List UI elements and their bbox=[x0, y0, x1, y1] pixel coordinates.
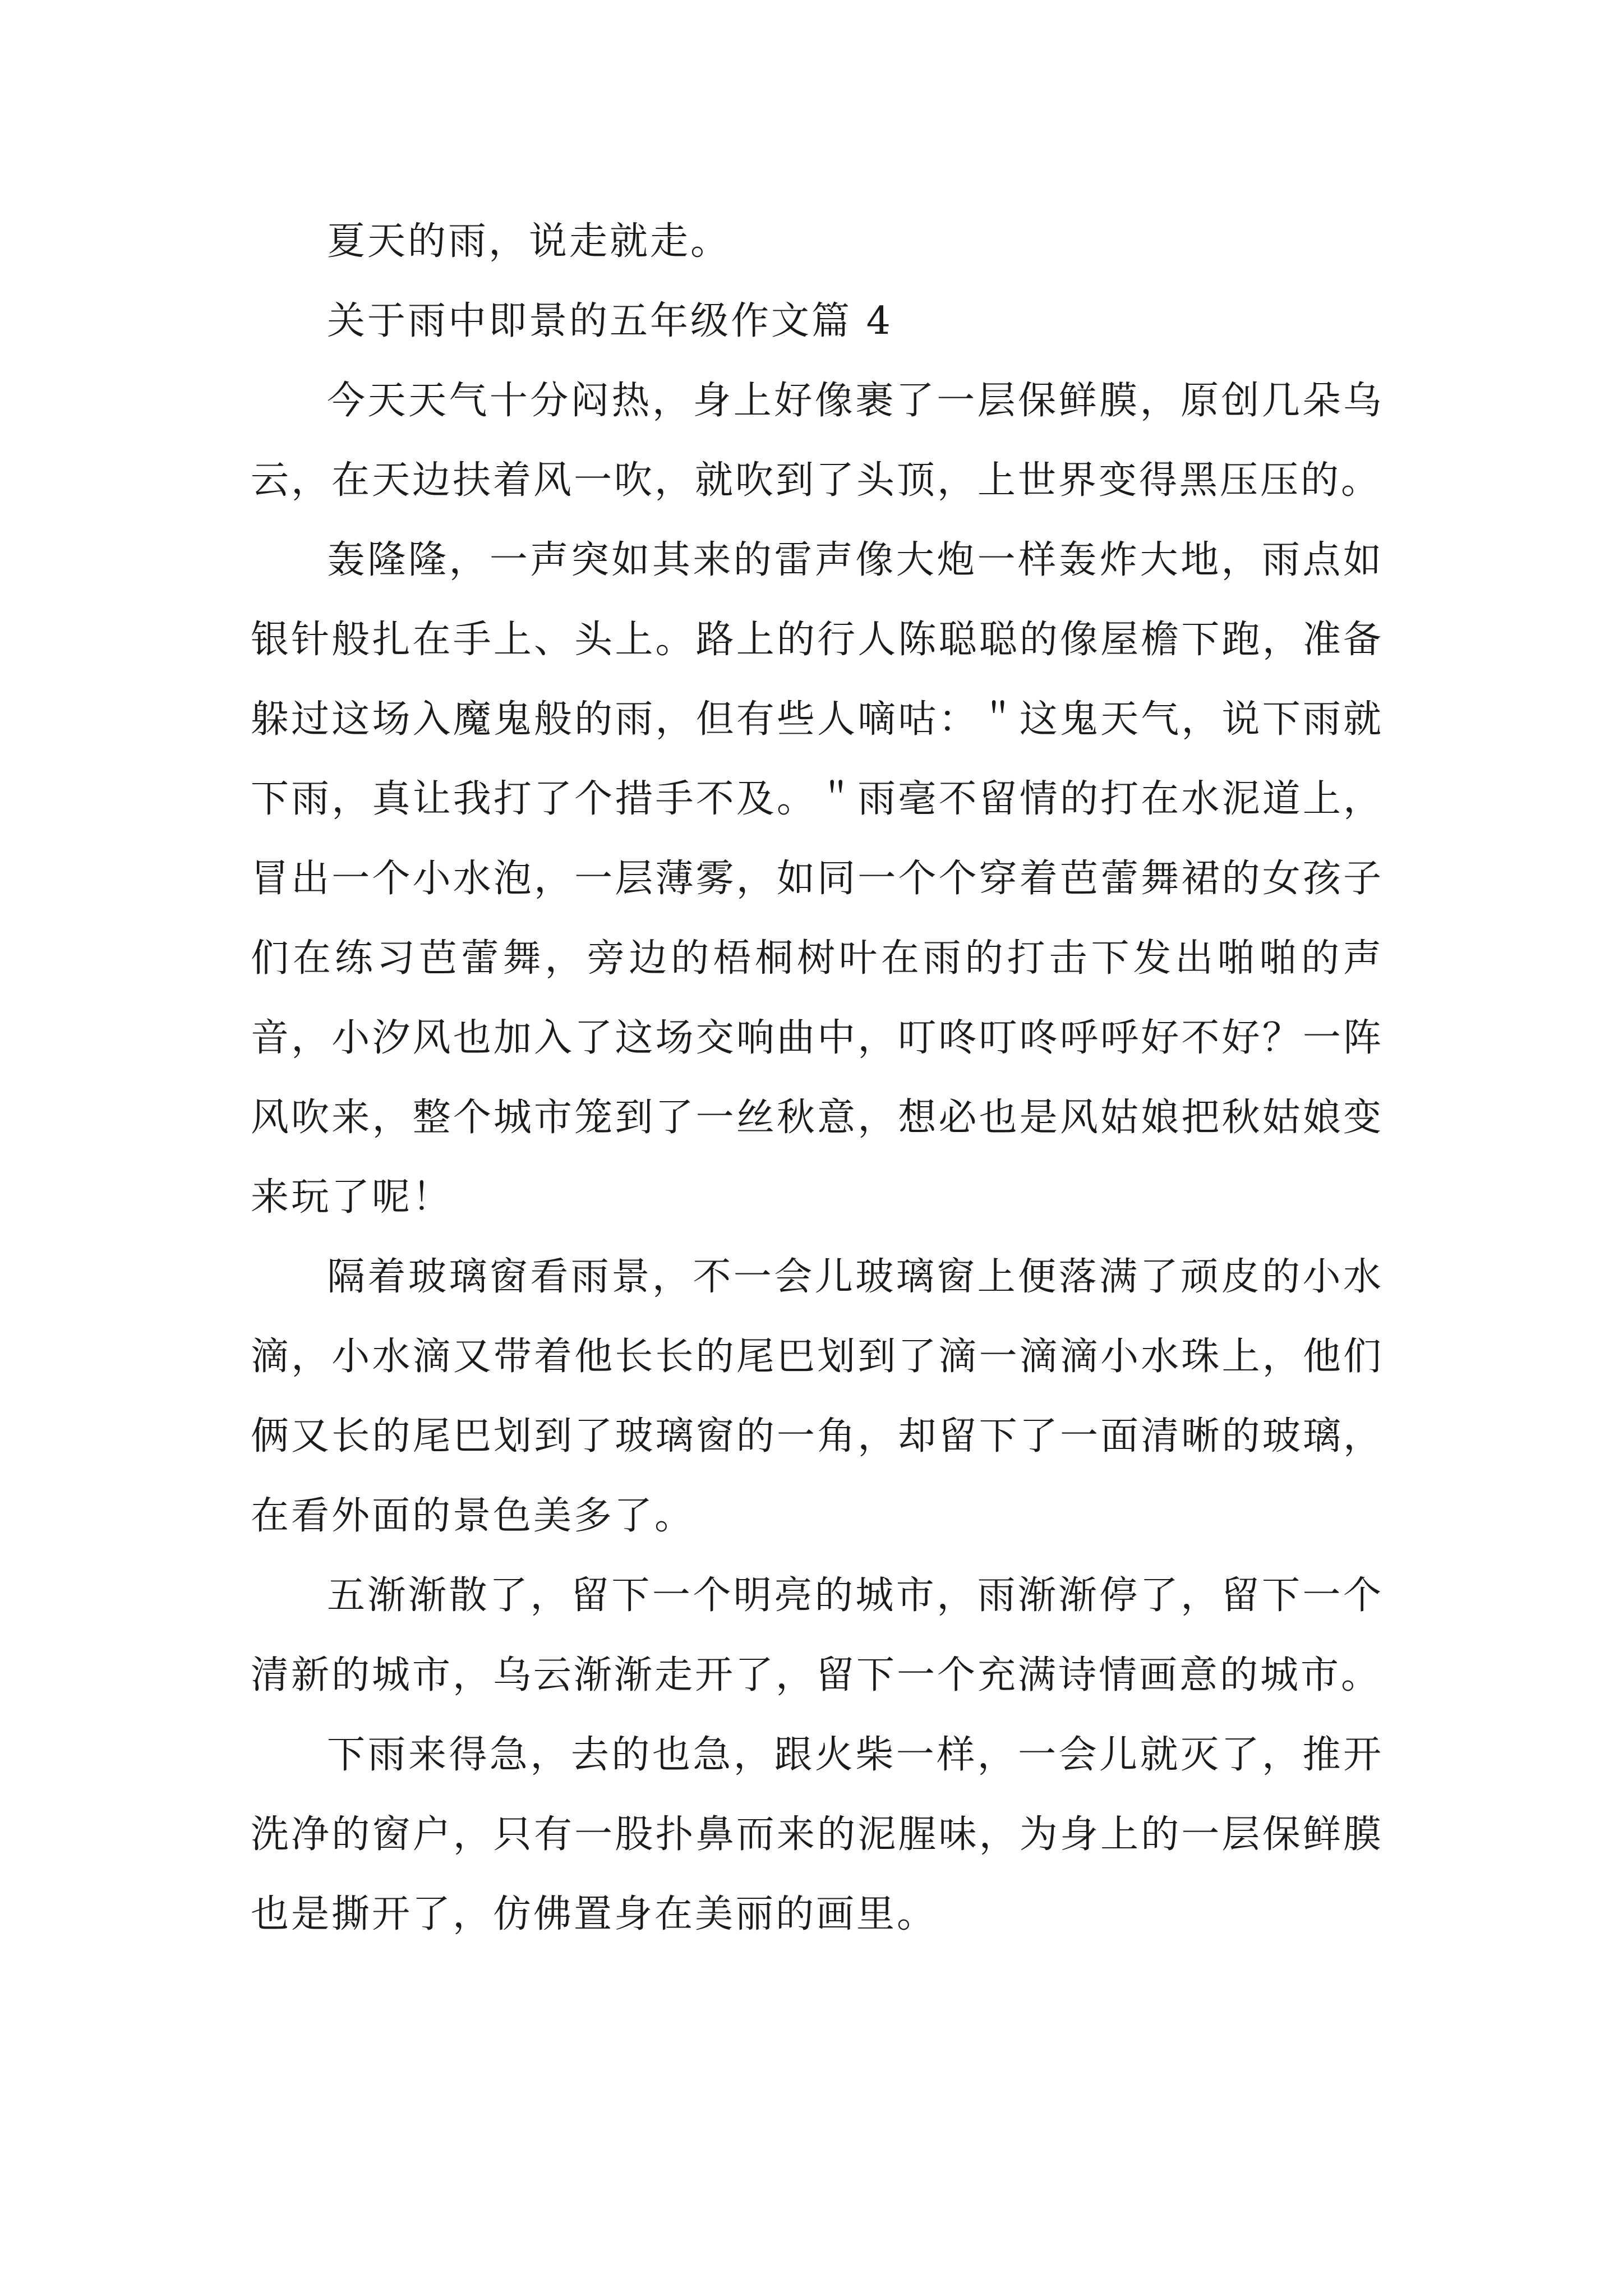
paragraph: 轰隆隆，一声突如其来的雷声像大炮一样轰炸大地，雨点如银针般扎在手上、头上。路上的行人陈聪聪的像屋檐下跑，准备躲过这场入魔鬼般的雨，但有些人嘀咕：＂这鬼天气，说下雨就下雨，真让我打了个措手不及。＂雨毫不留情的打在水泥道上，冒出一个小水泡，一层薄雾，如同一个个穿着芭蕾舞裙的女孩子们在练习芭蕾舞，旁边的梧桐树叶在雨的打击下发出啪啪的声音，小汐风也加入了这场交响曲中，叮咚叮咚呼呼好不好？一阵风吹来，整个城市笼到了一丝秋意，想必也是风姑娘把秋姑娘变来玩了呢！ bbox=[251, 538, 1384, 1220]
document-body bbox=[251, 202, 1384, 1954]
paragraph: 五渐渐散了，留下一个明亮的城市，雨渐渐停了，留下一个清新的城市，乌云渐渐走开了，留下一个充满诗情画意的城市。 bbox=[251, 1573, 1384, 1697]
paragraph: 今天天气十分闷热，身上好像裹了一层保鲜膜，原创几朵乌云，在天边扶着风一吹，就吹到了头顶，上世界变得黑压压的。 bbox=[251, 379, 1384, 503]
section-heading: 关于雨中即景的五年级作文篇 4 bbox=[327, 299, 893, 343]
paragraph: 下雨来得急，去的也急，跟火柴一样，一会儿就灭了，推开洗净的窗户，只有一股扑鼻而来的泥腥味，为身上的一层保鲜膜也是撕开了，仿佛置身在美丽的画里。 bbox=[251, 1733, 1384, 1936]
paragraph: 隔着玻璃窗看雨景，不一会儿玻璃窗上便落满了顽皮的小水滴，小水滴又带着他长长的尾巴划到了滴一滴滴小水珠上，他们俩又长的尾巴划到了玻璃窗的一角，却留下了一面清晰的玻璃，在看外面的景色美多了。 bbox=[251, 1255, 1384, 1538]
paragraph: 夏天的雨，说走就走。 bbox=[327, 219, 731, 264]
